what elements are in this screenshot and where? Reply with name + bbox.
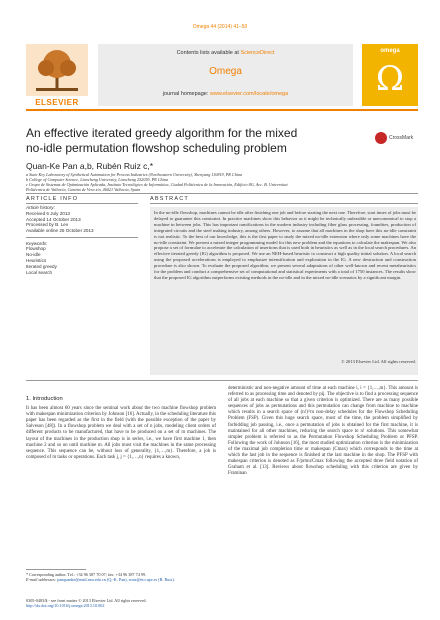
keyword-item: Iterated greedy <box>26 263 57 269</box>
history-accepted: Accepted 14 October 2013 <box>26 216 81 222</box>
crossmark-label: CrossMark <box>389 135 414 141</box>
keyword-item: Heuristics <box>26 257 47 263</box>
keyword-item: Flowshop <box>26 246 46 252</box>
title-line-1: An effective iterated greedy algorithm for the mixed <box>26 126 298 140</box>
homepage-link[interactable]: www.elsevier.com/locate/omega <box>209 91 289 97</box>
journal-reference: Omega 44 (2014) 41–50 <box>192 24 248 30</box>
crossmark-icon <box>375 132 387 144</box>
section-rule-bottom <box>26 380 418 381</box>
contents-line <box>98 50 353 56</box>
keyword-item: Local search <box>26 269 53 275</box>
history-online: Available online 25 October 2013 <box>26 228 94 234</box>
article-info-rule <box>26 203 138 204</box>
body-column-left <box>26 396 216 461</box>
doi-link[interactable]: http://dx.doi.org/10.1016/j.omega.2013.10.002 <box>26 603 105 609</box>
history-label: Article history: <box>26 205 55 210</box>
history-processed: Processed by B. Lev <box>26 222 69 228</box>
affiliation-a: a State Key Laboratory of Synthetical Automation for Process Industries (Northeastern University), Shenyang 110819, PR China <box>26 172 243 177</box>
email-addresses[interactable]: panquanke@mail.neu.edu.cn (Q.-K. Pan), rruiz@eio.upv.es (R. Ruiz). <box>57 577 175 583</box>
header-rule <box>26 109 418 111</box>
cover-omega-letter: Ω <box>375 59 405 99</box>
issn-block <box>26 598 216 608</box>
crossmark-badge[interactable] <box>375 130 419 148</box>
abstract-heading: ABSTRACT <box>150 196 189 202</box>
journal-cover-image <box>362 44 418 106</box>
elsevier-wordmark: ELSEVIER <box>35 98 79 107</box>
journal-homepage <box>98 91 353 97</box>
article-info <box>26 205 138 275</box>
email-prefix: E-mail addresses: <box>26 577 57 583</box>
introduction-heading: 1. Introduction <box>26 396 63 402</box>
article-info-heading: ARTICLE INFO <box>26 196 79 202</box>
keyword-item: No-idle <box>26 252 41 258</box>
corresponding-author-note: * Corresponding author. Tel.: +34 96 387 70 07; fax: +34 96 387 74 99. <box>26 572 147 577</box>
affiliation-b: b College of Computer Science, Liaocheng University, Liaocheng 252059, PR China <box>26 177 169 182</box>
affiliation-c: c Grupo de Sistemas de Optimización Aplicada, Instituto Tecnológico de Informática, Ciudad Politécnica de la Innovación, Edificio 8G, Acc. B. Universitat <box>26 182 288 187</box>
journal-title: Omega <box>209 66 242 77</box>
elsevier-tree-logo <box>26 44 88 106</box>
history-received: Received 6 July 2013 <box>26 210 70 216</box>
footnote <box>26 572 216 582</box>
keywords-label: Keywords: <box>26 240 48 246</box>
introduction-paragraph-right: deterministic and non-negative amount of time at each machine i, i = {1,…,m}. This amount is referred to as processing time and denoted by pij. The objective is to find a processing sequence of all jobs at each machine so that a given criterion is optimized. There are as many possible sequences of jobs as permutations and this permutation can change from machine to machine which results in a search space of (n!)^m non-delay schedules for the Flowshop Scheduling Problem (FSP). Given this huge search space, most of the time, the problem simplified by forbidding job passing, i.e., once a permutation of jobs is obtained for the first machine, it is maintained for all other machines, reducing the search space to n! solutions. This somewhat simpler problem is referred to as the Permutation Flowshop Scheduling Problem or PFSP. Following the work of Johnson [16], the most studied optimization criterion is the minimization of the maximal job completion time or makespan (Cmax) which corresponds to the time at which the last job in the sequence is finished at the last machine in the shop. The PFSP with makespan criterion is denoted as F/prmu/Cmax following the accepted three field notation of Graham et al. [13]. Reviews about flowshop scheduling with this criterion are given by Framinan <box>228 386 418 477</box>
introduction-paragraph-left: It has been almost 60 years since the seminal work about the two machine flowshop problem with makespan minimization criterion by Johnson [16]. Actually, in the scheduling literature this paper has been regarded as the first in the field (with the possible exception of the paper by Salveson [48]). In a flowshop problem we deal with a set of n jobs, modeling client orders of different products to be manufactured, that have to be produced on a set of m machines. The layout of the machines in the production shop is in series, i.e., we have first machine 1, then machine 2 and so on until machine m. All jobs must visit the machines in the same processing sequence. This sequence can be, without loss of generality, {1,…,m}. Therefore, a job is composed of m tasks or operations. Each task j, j = {1,…,n} requires a known, <box>26 406 216 460</box>
issn-line: 0305-0483/$ - see front matter © 2013 Elsevier Ltd. All rights reserved. <box>26 598 147 603</box>
abstract-text: In the no-idle flowshop, machines cannot be idle after finishing one job and before starting the next one. Therefore, start times of jobs must be delayed to guarantee this constraint. In practice machines show this behavior as it might be technically unfeasible or uneconomical to stop a machine in between jobs. This has important ramifications in the modern industry including fiber glass processing, foundries, production of integrated circuits and the steel making industry, among others. However, to assume that all machines in the shop have this no-idle constraint is not realistic. To the best of our knowledge, this is the first paper to study the mixed no-idle extension where only some machines have the no-idle constraint. We present a mixed integer programming model for this new problem and the equations to calculate the makespan. We also propose a set of formulae to accelerate the calculation of insertions that is used both in heuristics as well as in the local search procedures. An effective iterated greedy (IG) algorithm is proposed. We use an NEH-based heuristic to construct a high quality initial solution. A local search using the proposed accelerations is employed to emphasize intensification and exploration in the IG. A new destruction and construction procedure is also shown. To evaluate the proposed algorithm, we present several adaptations of other well-known and recent metaheuristics for the problem and conduct a comprehensive set of computational and statistical experiments with a total of 1750 instances. The results show that the proposed IG algorithm outperforms existing methods in the no-idle and in the mixed no-idle scenarios by a significant margin. <box>154 210 416 280</box>
title-line-2: no-idle permutation flowshop scheduling problem <box>26 141 287 155</box>
cover-title: omega <box>380 48 400 54</box>
contents-prefix: Contents lists available at <box>176 50 239 56</box>
author-list: Quan-Ke Pan a,b, Rubén Ruiz c,* <box>26 161 154 171</box>
email-line <box>26 577 216 582</box>
body-column-right <box>228 386 418 477</box>
affiliation-c-cont: Politècnica de València, Camino de Vera s/n, 46021 València, Spain <box>26 187 141 192</box>
article-title <box>26 126 356 156</box>
section-rule-top <box>26 193 418 194</box>
abstract-rule <box>150 203 418 204</box>
homepage-prefix: journal homepage: <box>162 91 209 97</box>
copyright-notice: © 2013 Elsevier Ltd. All rights reserved. <box>341 359 416 364</box>
sciencedirect-link[interactable]: ScienceDirect <box>240 50 275 56</box>
footnote-rule <box>26 569 86 570</box>
